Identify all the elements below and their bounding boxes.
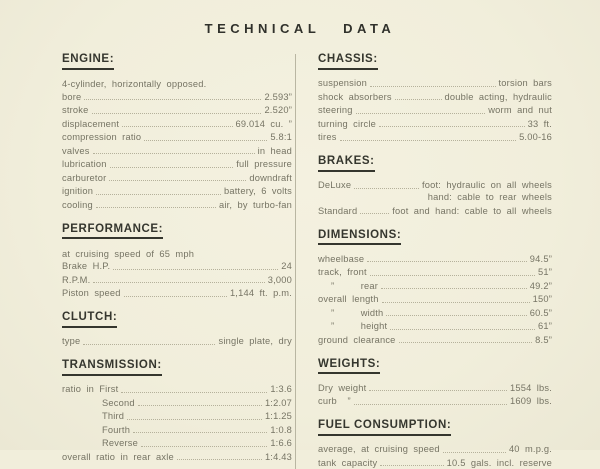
dotted-leader	[96, 194, 221, 195]
dotted-leader	[177, 459, 262, 460]
section-performance	[62, 219, 292, 300]
dotted-leader	[92, 113, 262, 114]
row-value: 1:2.07	[264, 397, 292, 408]
spec-row	[62, 143, 292, 157]
row-label: displacement	[62, 118, 120, 129]
row-value: 69.014 cu. ”	[235, 118, 292, 129]
spec-row	[62, 449, 292, 463]
row-label: compression ratio	[62, 132, 142, 142]
spec-row	[318, 178, 552, 192]
row-label: Third	[102, 411, 125, 421]
spec-row	[62, 272, 292, 286]
dotted-leader	[93, 282, 264, 283]
row-label: cooling	[62, 199, 93, 210]
section-rows	[318, 178, 552, 217]
row-value-line2: hand: cable to rear wheels	[427, 192, 552, 202]
row-value: single plate, dry	[218, 336, 292, 346]
dotted-leader	[340, 140, 516, 141]
page-title: TECHNICAL DATA	[204, 21, 396, 36]
spec-row	[62, 422, 292, 436]
dotted-leader	[354, 404, 507, 405]
row-value: 10.5 gals. incl. reserve	[446, 457, 552, 468]
left-column	[62, 49, 292, 469]
row-value: worm and nut	[488, 105, 552, 115]
row-label: suspension	[318, 78, 368, 88]
row-value: in head	[257, 145, 292, 156]
row-value: full pressure	[236, 159, 292, 169]
dotted-leader	[379, 126, 525, 127]
dotted-leader	[356, 113, 486, 114]
spec-row	[62, 89, 292, 103]
spec-row	[62, 170, 292, 184]
dotted-leader	[395, 99, 442, 100]
row-value: 94.5”	[529, 253, 552, 264]
row-value: 1,144 ft. p.m.	[229, 288, 292, 298]
row-label: Standard	[318, 205, 358, 216]
row-value: foot: hydraulic on all wheels	[421, 180, 552, 190]
section-rows	[62, 382, 292, 463]
spec-row	[318, 319, 552, 333]
row-label: Piston speed	[62, 288, 121, 298]
spec-row	[62, 286, 292, 300]
spec-row	[62, 334, 292, 348]
spec-row	[318, 265, 552, 279]
row-label: valves	[62, 145, 90, 156]
dotted-leader	[138, 405, 262, 406]
row-value: 49.2”	[529, 280, 552, 291]
row-label: ” rear	[331, 280, 379, 291]
row-value: 33 ft.	[527, 118, 552, 129]
row-value: 61”	[537, 321, 552, 331]
section-transmission	[62, 355, 292, 463]
dotted-leader	[133, 432, 267, 433]
row-label: tank capacity	[318, 457, 378, 468]
dotted-leader	[369, 390, 507, 391]
row-value: 1554 lbs.	[509, 382, 552, 393]
row-value: battery, 6 volts	[224, 186, 292, 196]
dotted-leader	[113, 269, 278, 270]
dotted-leader	[399, 342, 533, 343]
dotted-leader	[370, 275, 535, 276]
spec-row	[62, 103, 292, 117]
dotted-leader	[124, 296, 227, 297]
right-column	[318, 49, 552, 469]
section-rows	[62, 245, 292, 299]
row-label: Brake H.P.	[62, 261, 111, 271]
row-label: Reverse	[102, 438, 139, 448]
section-chassis	[318, 49, 552, 143]
row-value: 1:6.6	[270, 438, 292, 448]
dotted-leader	[83, 344, 215, 345]
row-label: steering	[318, 105, 353, 115]
row-label: type	[62, 336, 81, 346]
row-value: 8.5”	[535, 334, 552, 345]
spec-row	[62, 382, 292, 396]
section-rows	[318, 380, 552, 407]
dotted-leader	[354, 188, 419, 189]
section-heading: BRAKES:	[318, 156, 375, 172]
section-rows	[318, 251, 552, 346]
spec-row	[62, 157, 292, 171]
row-value: 1:1.25	[264, 411, 292, 421]
section-heading: CLUTCH:	[62, 312, 117, 328]
spec-row	[318, 203, 552, 217]
spec-row	[318, 76, 552, 90]
dotted-leader	[382, 302, 530, 303]
row-value: 1:4.43	[264, 451, 292, 462]
spec-row	[62, 436, 292, 450]
section-dimensions	[318, 225, 552, 346]
row-label: turning circle	[318, 118, 377, 129]
spec-row-continuation	[318, 191, 552, 203]
row-label: Dry weight	[318, 382, 367, 393]
row-value: 150”	[532, 294, 552, 304]
row-label: track, front	[318, 267, 367, 277]
spec-row	[62, 116, 292, 130]
row-value: 3,000	[267, 274, 292, 285]
row-value: 1:0.8	[270, 424, 292, 435]
row-value: 5.8:1	[270, 132, 292, 142]
row-label: tires	[318, 132, 337, 142]
section-engine	[62, 49, 292, 211]
dotted-leader	[121, 392, 267, 393]
dotted-leader	[370, 86, 495, 87]
row-value: 2.520”	[264, 105, 292, 115]
row-value: 60.5”	[529, 307, 552, 318]
row-label: lubrication	[62, 159, 107, 169]
row-label: bore	[62, 91, 82, 102]
row-value: 51”	[537, 267, 552, 277]
spec-row	[318, 332, 552, 346]
row-label: ignition	[62, 186, 94, 196]
spec-row	[318, 103, 552, 117]
row-label: wheelbase	[318, 253, 365, 264]
dotted-leader	[109, 180, 246, 181]
column-divider	[295, 54, 296, 469]
section-rows	[318, 76, 552, 144]
dotted-leader	[380, 465, 443, 466]
row-label: stroke	[62, 105, 89, 115]
section-heading: DIMENSIONS:	[318, 230, 401, 246]
section-clutch	[62, 307, 292, 347]
row-value: foot and hand: cable to all wheels	[392, 205, 552, 216]
spec-row	[62, 259, 292, 273]
section-note: at cruising speed of 65 mph	[62, 248, 195, 259]
section-brakes	[318, 151, 552, 217]
row-label: ground clearance	[318, 334, 396, 345]
dotted-leader	[144, 140, 267, 141]
spec-row	[62, 130, 292, 144]
spec-row	[318, 380, 552, 394]
row-label: ratio in First	[62, 384, 119, 394]
dotted-leader	[386, 315, 526, 316]
spec-row	[318, 305, 552, 319]
row-value: air, by turbo-fan	[219, 199, 292, 210]
row-label: shock absorbers	[318, 91, 392, 102]
dotted-leader	[110, 167, 234, 168]
section-note: 4-cylinder, horizontally opposed.	[62, 79, 207, 89]
section-rows	[62, 76, 292, 211]
row-value: 24	[281, 261, 292, 271]
row-value: double acting, hydraulic	[444, 91, 552, 102]
row-value: torsion bars	[498, 78, 552, 88]
row-label: DeLuxe	[318, 180, 352, 190]
section-rows	[318, 442, 552, 469]
row-label: overall ratio in rear axle	[62, 451, 174, 462]
spec-row	[62, 197, 292, 211]
dotted-leader	[390, 329, 535, 330]
section-rows	[62, 334, 292, 348]
section-heading: ENGINE:	[62, 54, 114, 70]
row-value: 5.00-16	[519, 132, 552, 142]
section-heading: PERFORMANCE:	[62, 224, 163, 240]
row-value: 1609 lbs.	[509, 396, 552, 406]
row-value: 1:3.6	[270, 384, 292, 394]
dotted-leader	[141, 446, 267, 447]
row-label: ” height	[331, 321, 388, 331]
spec-row	[62, 409, 292, 423]
dotted-leader	[122, 126, 232, 127]
spec-row	[318, 130, 552, 144]
row-label: carburetor	[62, 172, 107, 183]
row-label: curb ”	[318, 396, 351, 406]
spec-row	[62, 395, 292, 409]
row-label: Second	[102, 397, 135, 408]
row-value: downdraft	[249, 172, 292, 183]
spec-row	[318, 394, 552, 408]
row-label: ” width	[331, 307, 384, 318]
section-heading: CHASSIS:	[318, 54, 378, 70]
section-weights	[318, 354, 552, 408]
spec-row	[318, 292, 552, 306]
spec-row	[318, 116, 552, 130]
spec-row	[318, 89, 552, 103]
dotted-leader	[367, 261, 527, 262]
dotted-leader	[84, 99, 261, 100]
dotted-leader	[360, 213, 389, 214]
spec-row	[318, 442, 552, 456]
dotted-leader	[96, 207, 216, 208]
row-value: 40 m.p.g.	[508, 444, 552, 454]
spec-row	[318, 251, 552, 265]
spec-row	[62, 184, 292, 198]
dotted-leader	[127, 419, 262, 420]
section-heading: WEIGHTS:	[318, 359, 380, 375]
section-fuel-consumption	[318, 415, 552, 469]
row-label: average, at cruising speed	[318, 444, 440, 454]
row-label: overall length	[318, 294, 379, 304]
section-heading: TRANSMISSION:	[62, 360, 162, 376]
spec-row	[318, 455, 552, 469]
dotted-leader	[443, 452, 506, 453]
columns-wrapper	[0, 49, 600, 469]
row-value: 2.593”	[264, 91, 292, 102]
row-label: R.P.M.	[62, 274, 91, 285]
section-heading: FUEL CONSUMPTION:	[318, 420, 451, 436]
dotted-leader	[381, 288, 527, 289]
spec-row	[318, 278, 552, 292]
row-label: Fourth	[102, 424, 131, 435]
dotted-leader	[93, 153, 255, 154]
